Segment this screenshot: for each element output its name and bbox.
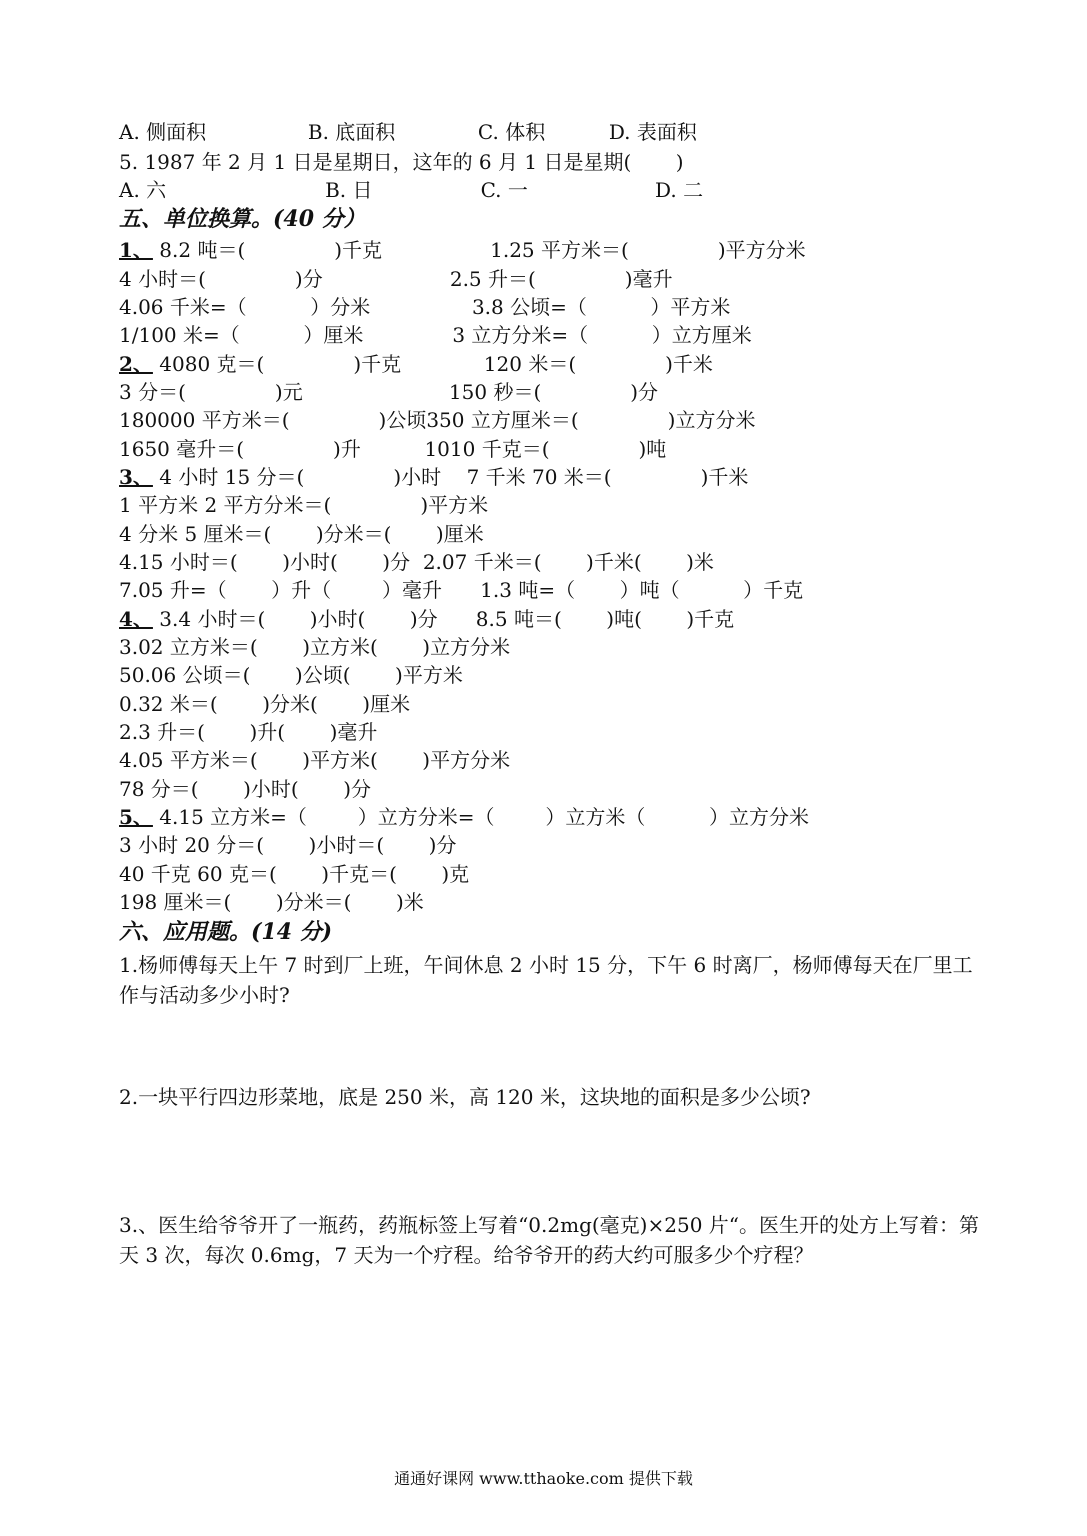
section5-title: 五、单位换算。(40 分） (119, 206, 366, 232)
q5-options: A. 六 B. 日 C. 一 D. 二 (119, 178, 704, 202)
group4-number: 4、 (119, 607, 153, 631)
group3-line4: 4.15 小时＝( )小时( )分 2.07 千米＝( )千米( )米 (119, 550, 714, 574)
group3-line3: 4 分米 5 厘米＝( )分米＝( )厘米 (119, 522, 484, 546)
group4-line1-text: 3.4 小时＝( )小时( )分 8.5 吨＝( )吨( )千克 (152, 607, 735, 631)
group4-line3: 50.06 公顷＝( )公顷( )平方米 (119, 663, 463, 687)
group5-line1-text: 4.15 立方米=（ ）立方分米=（ ）立方米（ ）立方分米 (152, 805, 809, 829)
group2-line2: 3 分＝( )元 150 秒＝( )分 (119, 380, 659, 404)
group2-line1 (119, 350, 713, 378)
footer: 通通好课网 www.tthaoke.com 提供下载 (394, 1469, 693, 1488)
q4-options: A. 侧面积 B. 底面积 C. 体积 D. 表面积 (119, 120, 697, 144)
group1-number: 1、 (119, 238, 153, 262)
group4-line4: 0.32 米＝( )分米( )厘米 (119, 692, 411, 716)
group3-line1-text: 4 小时 15 分＝( )小时 7 千米 70 米＝( )千米 (152, 465, 749, 489)
group1-line4: 1/100 米=（ ）厘米 3 立方分米=（ ）立方厘米 (119, 323, 752, 347)
group2-line3: 180000 平方米＝( )公顷350 立方厘米＝( )立方分米 (119, 408, 756, 432)
group5-number: 5、 (119, 805, 153, 829)
group2-line1-text: 4080 克＝( )千克 120 米＝( )千米 (152, 352, 713, 376)
group2-line4: 1650 毫升＝( )升 1010 千克＝( )吨 (119, 437, 667, 461)
group4-line2: 3.02 立方米＝( )立方米( )立方分米 (119, 635, 511, 659)
group1-line1 (119, 236, 806, 264)
group5-line4: 198 厘米＝( )分米＝( )米 (119, 890, 424, 914)
section6-title: 六、应用题。(14 分) (119, 919, 333, 945)
group4-line1 (119, 605, 734, 633)
group1-line3: 4.06 千米=（ ）分米 3.8 公顷=（ ）平方米 (119, 295, 731, 319)
group1-line1-text: 8.2 吨＝( )千克 1.25 平方米＝( )平方分米 (152, 238, 806, 262)
group1-line2: 4 小时＝( )分 2.5 升＝( )毫升 (119, 267, 673, 291)
group3-number: 3、 (119, 465, 153, 489)
group5-line1 (119, 803, 809, 831)
group3-line1 (119, 463, 748, 491)
group2-number: 2、 (119, 352, 153, 376)
q5-stem: 5. 1987 年 2 月 1 日是星期日，这年的 6 月 1 日是星期( ) (119, 150, 684, 174)
problem-2: 2.一块平行四边形菜地，底是 250 米，高 120 米，这块地的面积是多少公顷? (119, 1085, 811, 1109)
problem-3: 3.、医生给爷爷开了一瓶药，药瓶标签上写着“0.2mg(毫克)×250 片“。医生开的处方上写着：第天 3 次，每次 0.6mg，7 天为一个疗程。给爷爷开的药大约可服多少个疗程？ (119, 1213, 979, 1267)
group5-line2: 3 小时 20 分＝( )小时＝( )分 (119, 833, 457, 857)
group5-line3: 40 千克 60 克＝( )千克＝( )克 (119, 862, 470, 886)
group3-line2: 1 平方米 2 平方分米＝( )平方米 (119, 493, 489, 517)
problem-1: 1.杨师傅每天上午 7 时到厂上班，午间休息 2 小时 15 分，下午 6 时离厂，杨师傅每天在厂里工作与活动多少小时? (119, 953, 973, 1007)
group3-line5: 7.05 升=（ ）升（ ）毫升 1.3 吨=（ ）吨（ ）千克 (119, 578, 804, 602)
group4-line5: 2.3 升＝( )升( )毫升 (119, 720, 378, 744)
group4-line7: 78 分＝( )小时( )分 (119, 777, 372, 801)
group4-line6: 4.05 平方米＝( )平方米( )平方分米 (119, 748, 511, 772)
